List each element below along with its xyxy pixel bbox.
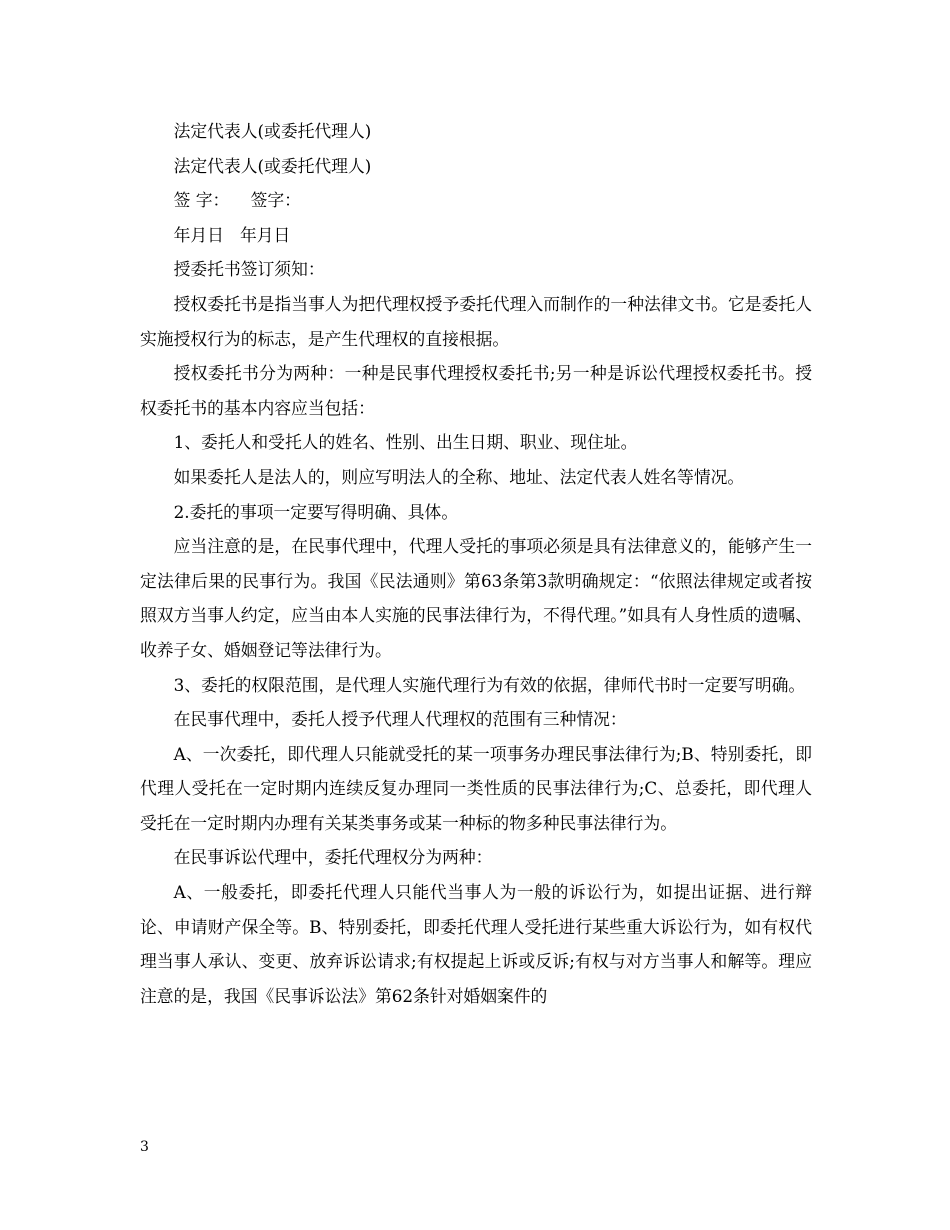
paragraph: 在民事代理中，委托人授予代理人代理权的范围有三种情况：	[173, 709, 627, 730]
section-heading-notice: 授委托书签订须知：	[173, 259, 325, 280]
paragraph: A、一次委托，即代理人只能就受托的某一项事务办理民事法律行为;B、特别委托，即代理人受托在一定时期内连续反复办理同一类性质的民事法律行为;C、总委托，即代理人受托在一定时期内办理有关某类事务或某一种标的物多种民事法律行为。	[140, 743, 812, 833]
paragraph: 授权委托书是指当事人为把代理权授予委托代理入而制作的一种法律文书。它是委托人实施授权行为的标志，是产生代理权的直接根据。	[140, 293, 812, 349]
paragraph: 在民事诉讼代理中，委托代理权分为两种：	[173, 847, 493, 868]
signature-line-date: 年月日 年月日	[173, 224, 291, 245]
paragraph: 应当注意的是，在民事代理中，代理人受托的事项必须是具有法律意义的，能够产生一定法律后果的民事行为。我国《民法通则》第63条第3款明确规定：“依照法律规定或者按照双方当事人约定，应当由本人实施的民事法律行为，不得代理。”如具有人身性质的遗嘱、收养子女、婚姻登记等法律行为。	[140, 536, 812, 660]
paragraph: 授权委托书分为两种：一种是民事代理授权委托书;另一种是诉讼代理授权委托书。授权委托书的基本内容应当包括：	[140, 363, 812, 418]
document-body	[140, 114, 812, 1013]
paragraph: 如果委托人是法人的，则应写明法人的全称、地址、法定代表人姓名等情况。	[173, 466, 745, 487]
signature-line-sign: 签 字： 签字：	[173, 190, 301, 211]
list-item: 3、委托的权限范围，是代理人实施代理行为有效的依据，律师代书时一定要写明确。	[173, 674, 806, 695]
list-item: 2.委托的事项一定要写得明确、具体。	[173, 501, 459, 522]
list-item: 1、委托人和受托人的姓名、性别、出生日期、职业、现住址。	[173, 432, 638, 453]
page-number: 3	[140, 1139, 149, 1155]
signature-line-representative-1: 法定代表人(或委托代理人)	[173, 121, 372, 141]
paragraph: A、一般委托，即委托代理人只能代当事人为一般的诉讼行为，如提出证据、进行辩论、申请财产保全等。B、特别委托，即委托代理人受托进行某些重大诉讼行为，如有权代理当事人承认、变更、放弃诉讼请求;有权提起上诉或反诉;有权与对方当事人和解等。理应注意的是，我国《民事诉讼法》第62条针对婚姻案件的	[140, 882, 812, 1006]
signature-line-representative-2: 法定代表人(或委托代理人)	[173, 155, 372, 176]
